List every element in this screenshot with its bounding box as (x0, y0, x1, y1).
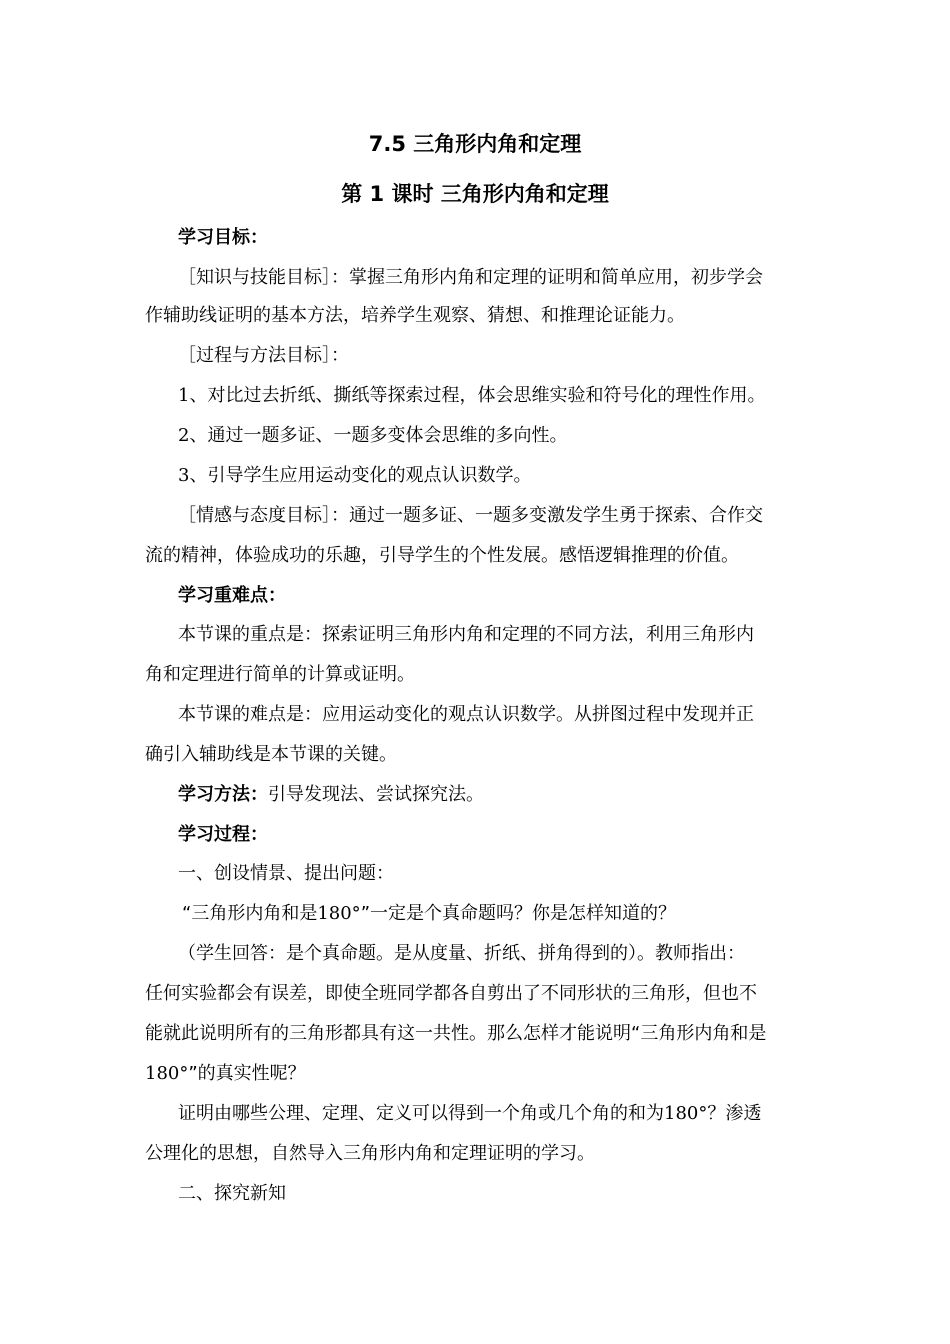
emotion-goal-line-2: 流的精神，体验成功的乐趣，引导学生的个性发展。感悟逻辑推理的价值。 (145, 545, 739, 566)
lesson-subtitle: 第 1 课时 三角形内角和定理 (341, 182, 609, 206)
question-degree: 180° (317, 903, 361, 924)
method-line (178, 781, 828, 809)
question-line (182, 900, 862, 928)
proof-line-1 (178, 1100, 828, 1128)
answer-line-1: （学生回答：是个真命题。是从度量、折纸、拼角得到的）。教师指出： (178, 943, 745, 964)
process-heading: 学习过程： (178, 824, 268, 845)
method-text: 引导发现法、尝试探究法。 (268, 784, 484, 805)
proof-line-2: 公理化的思想，自然导入三角形内角和定理证明的学习。 (145, 1143, 595, 1164)
section-2-heading: 二、探究新知 (178, 1183, 286, 1204)
key-point-line-2: 角和定理进行简单的计算或证明。 (145, 664, 415, 685)
knowledge-goal-line-1: ［知识与技能目标］：掌握三角形内角和定理的证明和简单应用，初步学会 (178, 267, 763, 288)
question-text-a: “三角形内角和是 (182, 903, 318, 924)
process-goal-item-2: 2、通过一题多证、一题多变体会思维的多向性。 (178, 425, 568, 446)
section-1-heading: 一、创设情景、提出问题： (178, 863, 394, 884)
answer-line-3: 能就此说明所有的三角形都具有这一共性。那么怎样才能说明“三角形内角和是 (145, 1023, 767, 1044)
difficulty-heading: 学习重难点： (178, 585, 286, 606)
process-goal-item-1: 1、对比过去折纸、撕纸等探索过程，体会思维实验和符号化的理性作用。 (178, 385, 766, 406)
process-goal-heading: ［过程与方法目标］： (178, 345, 349, 366)
knowledge-goal-line-2: 作辅助线证明的基本方法，培养学生观察、猜想、和推理论证能力。 (145, 305, 685, 326)
method-label: 学习方法： (178, 784, 268, 805)
answer-text-b: ”的真实性呢？ (188, 1063, 306, 1084)
proof-text-a: 证明由哪些公理、定理、定义可以得到一个角或几个角的和为 (178, 1103, 664, 1124)
answer-degree: 180° (145, 1063, 189, 1084)
process-goal-item-3: 3、引导学生应用运动变化的观点认识数学。 (178, 465, 532, 486)
proof-text-b: ？渗透 (707, 1103, 762, 1124)
goals-heading: 学习目标： (178, 227, 268, 248)
hard-point-line-2: 确引入辅助线是本节课的关键。 (145, 744, 397, 765)
key-point-line-1: 本节课的重点是：探索证明三角形内角和定理的不同方法，利用三角形内 (178, 624, 754, 645)
emotion-goal-line-1: ［情感与态度目标］：通过一题多证、一题多变激发学生勇于探索、合作交 (178, 505, 763, 526)
answer-line-2: 任何实验都会有误差，即使全班同学都各自剪出了不同形状的三角形，但也不 (145, 983, 757, 1004)
proof-degree: 180° (664, 1103, 708, 1124)
document-title: 7.5 三角形内角和定理 (368, 132, 582, 156)
hard-point-line-1: 本节课的难点是：应用运动变化的观点认识数学。从拼图过程中发现并正 (178, 704, 754, 725)
answer-line-4 (145, 1060, 825, 1088)
question-text-b: ”一定是个真命题吗？你是怎样知道的？ (360, 903, 677, 924)
